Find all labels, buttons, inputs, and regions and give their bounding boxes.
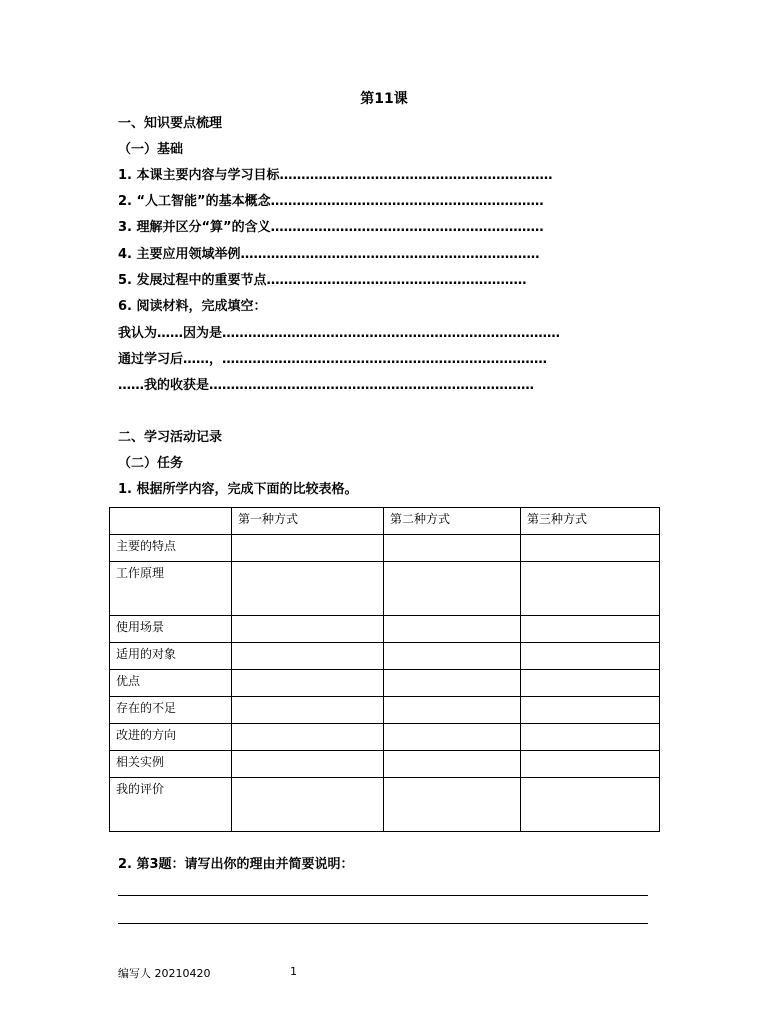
table-row [110, 616, 660, 643]
comparison-table [109, 507, 660, 832]
footer-page-number: 1 [290, 965, 297, 978]
table-cell[interactable] [521, 751, 660, 778]
answer-line[interactable] [118, 923, 648, 924]
table-header-cell [110, 508, 232, 535]
table-cell[interactable] [384, 616, 521, 643]
table-cell[interactable] [232, 697, 384, 724]
table-row [110, 724, 660, 751]
row-label: 我的评价 [110, 778, 232, 832]
fill-line: 我认为……因为是…………………………………………………………………… [118, 326, 561, 341]
table-row [110, 562, 660, 616]
table-cell[interactable] [384, 778, 521, 832]
table-header-cell: 第一种方式 [232, 508, 384, 535]
table-cell[interactable] [384, 751, 521, 778]
table-row [110, 778, 660, 832]
task2-text: 2. 第3题：请写出你的理由并简要说明： [118, 857, 354, 872]
footer-author: 编写人 20210420 [118, 967, 211, 980]
table-cell[interactable] [384, 643, 521, 670]
row-label: 存在的不足 [110, 697, 232, 724]
table-row [110, 751, 660, 778]
row-label: 改进的方向 [110, 724, 232, 751]
section1-item: 6. 阅读材料，完成填空： [118, 299, 267, 314]
row-label: 使用场景 [110, 616, 232, 643]
table-cell[interactable] [232, 670, 384, 697]
table-cell[interactable] [521, 724, 660, 751]
table-cell[interactable] [521, 778, 660, 832]
section1-sub: （一）基础 [118, 142, 184, 157]
table-cell[interactable] [384, 697, 521, 724]
section1-item: 1. 本课主要内容与学习目标……………………………………………………… [118, 168, 553, 183]
table-cell[interactable] [521, 616, 660, 643]
table-header-row [110, 508, 660, 535]
table-row [110, 670, 660, 697]
table-row [110, 697, 660, 724]
row-label: 工作原理 [110, 562, 232, 616]
table-row [110, 535, 660, 562]
table-row [110, 643, 660, 670]
page-title: 第11课 [360, 91, 408, 107]
section2-sub: （二）任务 [118, 456, 184, 471]
row-label: 优点 [110, 670, 232, 697]
row-label: 相关实例 [110, 751, 232, 778]
section1-item: 5. 发展过程中的重要节点…………………………………………………… [118, 273, 527, 288]
table-cell[interactable] [521, 535, 660, 562]
table-cell[interactable] [384, 562, 521, 616]
row-label: 主要的特点 [110, 535, 232, 562]
table-cell[interactable] [521, 562, 660, 616]
section1-item: 4. 主要应用领域举例…………………………………………………………… [118, 247, 540, 262]
fill-line: ……我的收获是………………………………………………………………… [118, 378, 535, 393]
table-cell[interactable] [232, 751, 384, 778]
table-cell[interactable] [232, 778, 384, 832]
table-cell[interactable] [232, 616, 384, 643]
table-cell[interactable] [232, 643, 384, 670]
section1-item: 2. “人工智能”的基本概念……………………………………………………… [118, 194, 544, 209]
section1-heading: 一、知识要点梳理 [118, 116, 223, 131]
table-cell[interactable] [521, 643, 660, 670]
table-cell[interactable] [232, 724, 384, 751]
answer-line[interactable] [118, 895, 648, 896]
section2-heading: 二、学习活动记录 [118, 430, 223, 445]
table-cell[interactable] [384, 670, 521, 697]
task1-text: 1. 根据所学内容，完成下面的比较表格。 [118, 482, 358, 497]
section1-item: 3. 理解并区分“算”的含义……………………………………………………… [118, 220, 544, 235]
row-label: 适用的对象 [110, 643, 232, 670]
table-cell[interactable] [521, 670, 660, 697]
table-cell[interactable] [384, 535, 521, 562]
fill-line: 通过学习后……，………………………………………………………………… [118, 352, 548, 367]
table-header-cell: 第三种方式 [521, 508, 660, 535]
table-cell[interactable] [232, 562, 384, 616]
table-cell[interactable] [384, 724, 521, 751]
table-cell[interactable] [521, 697, 660, 724]
table-cell[interactable] [232, 535, 384, 562]
table-header-cell: 第二种方式 [384, 508, 521, 535]
